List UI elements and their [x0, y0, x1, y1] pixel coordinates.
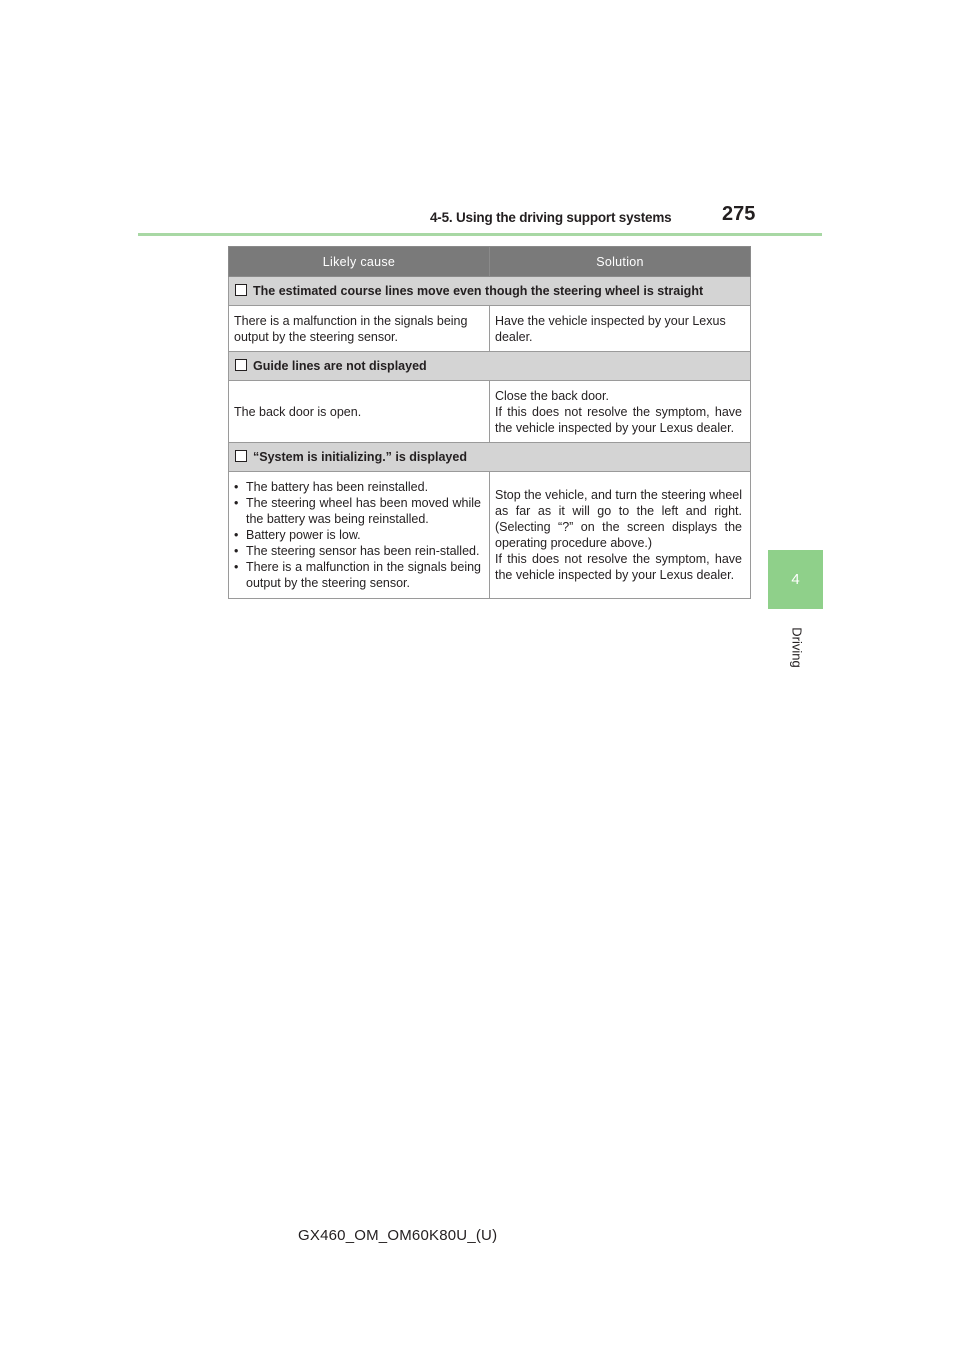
list-item: • The steering wheel has been moved while the battery was being reinstalled. [234, 495, 481, 527]
header-divider [138, 233, 822, 236]
section-heading-text: Guide lines are not displayed [253, 359, 427, 373]
table-row [229, 306, 751, 352]
cause-list [234, 479, 481, 591]
chapter-label-text: Driving [789, 626, 805, 668]
document-code: GX460_OM_OM60K80U_(U) [298, 1227, 498, 1244]
table-row [229, 381, 751, 443]
list-item: • The battery has been reinstalled. [234, 479, 481, 495]
section-heading-row [229, 352, 751, 381]
solution-line: If this does not resolve the symptom, have the vehicle inspected by your Lexus dealer. [495, 552, 742, 582]
list-item: • Battery power is low. [234, 527, 481, 543]
section-heading [229, 443, 751, 472]
checkbox-icon [235, 284, 247, 296]
cause-cell: The back door is open. [229, 381, 490, 443]
chapter-number: 4 [791, 571, 800, 588]
solution-cell [490, 381, 751, 443]
section-heading-row [229, 443, 751, 472]
list-item: • There is a malfunction in the signals being output by the steering sensor. [234, 559, 481, 591]
column-header-solution: Solution [490, 247, 751, 277]
solution-cell: Have the vehicle inspected by your Lexus dealer. [490, 306, 751, 352]
section-heading [229, 352, 751, 381]
column-header-likely-cause: Likely cause [229, 247, 490, 277]
solution-line: Stop the vehicle, and turn the steering wheel as far as it will go to the left and right. (Selecting “?” on the screen displays the operating procedure above.) [495, 488, 742, 550]
chapter-tab[interactable] [768, 550, 823, 609]
solution-line: If this does not resolve the symptom, have the vehicle inspected by your Lexus dealer. [495, 405, 742, 435]
table-header-row [229, 247, 751, 277]
section-title: 4-5. Using the driving support systems [430, 210, 672, 225]
chapter-label [772, 622, 822, 672]
page-number: 275 [722, 203, 756, 225]
checkbox-icon [235, 450, 247, 462]
solution-line: Close the back door. [495, 389, 609, 403]
troubleshooting-table [228, 246, 751, 599]
list-item: • The steering sensor has been rein-stalled. [234, 543, 481, 559]
table-row [229, 472, 751, 599]
section-heading [229, 277, 751, 306]
cause-cell [229, 472, 490, 599]
checkbox-icon [235, 359, 247, 371]
solution-cell [490, 472, 751, 599]
section-heading-text: “System is initializing.” is displayed [253, 450, 467, 464]
cause-cell: There is a malfunction in the signals being output by the steering sensor. [229, 306, 490, 352]
section-heading-row [229, 277, 751, 306]
section-heading-text: The estimated course lines move even though the steering wheel is straight [253, 284, 704, 298]
